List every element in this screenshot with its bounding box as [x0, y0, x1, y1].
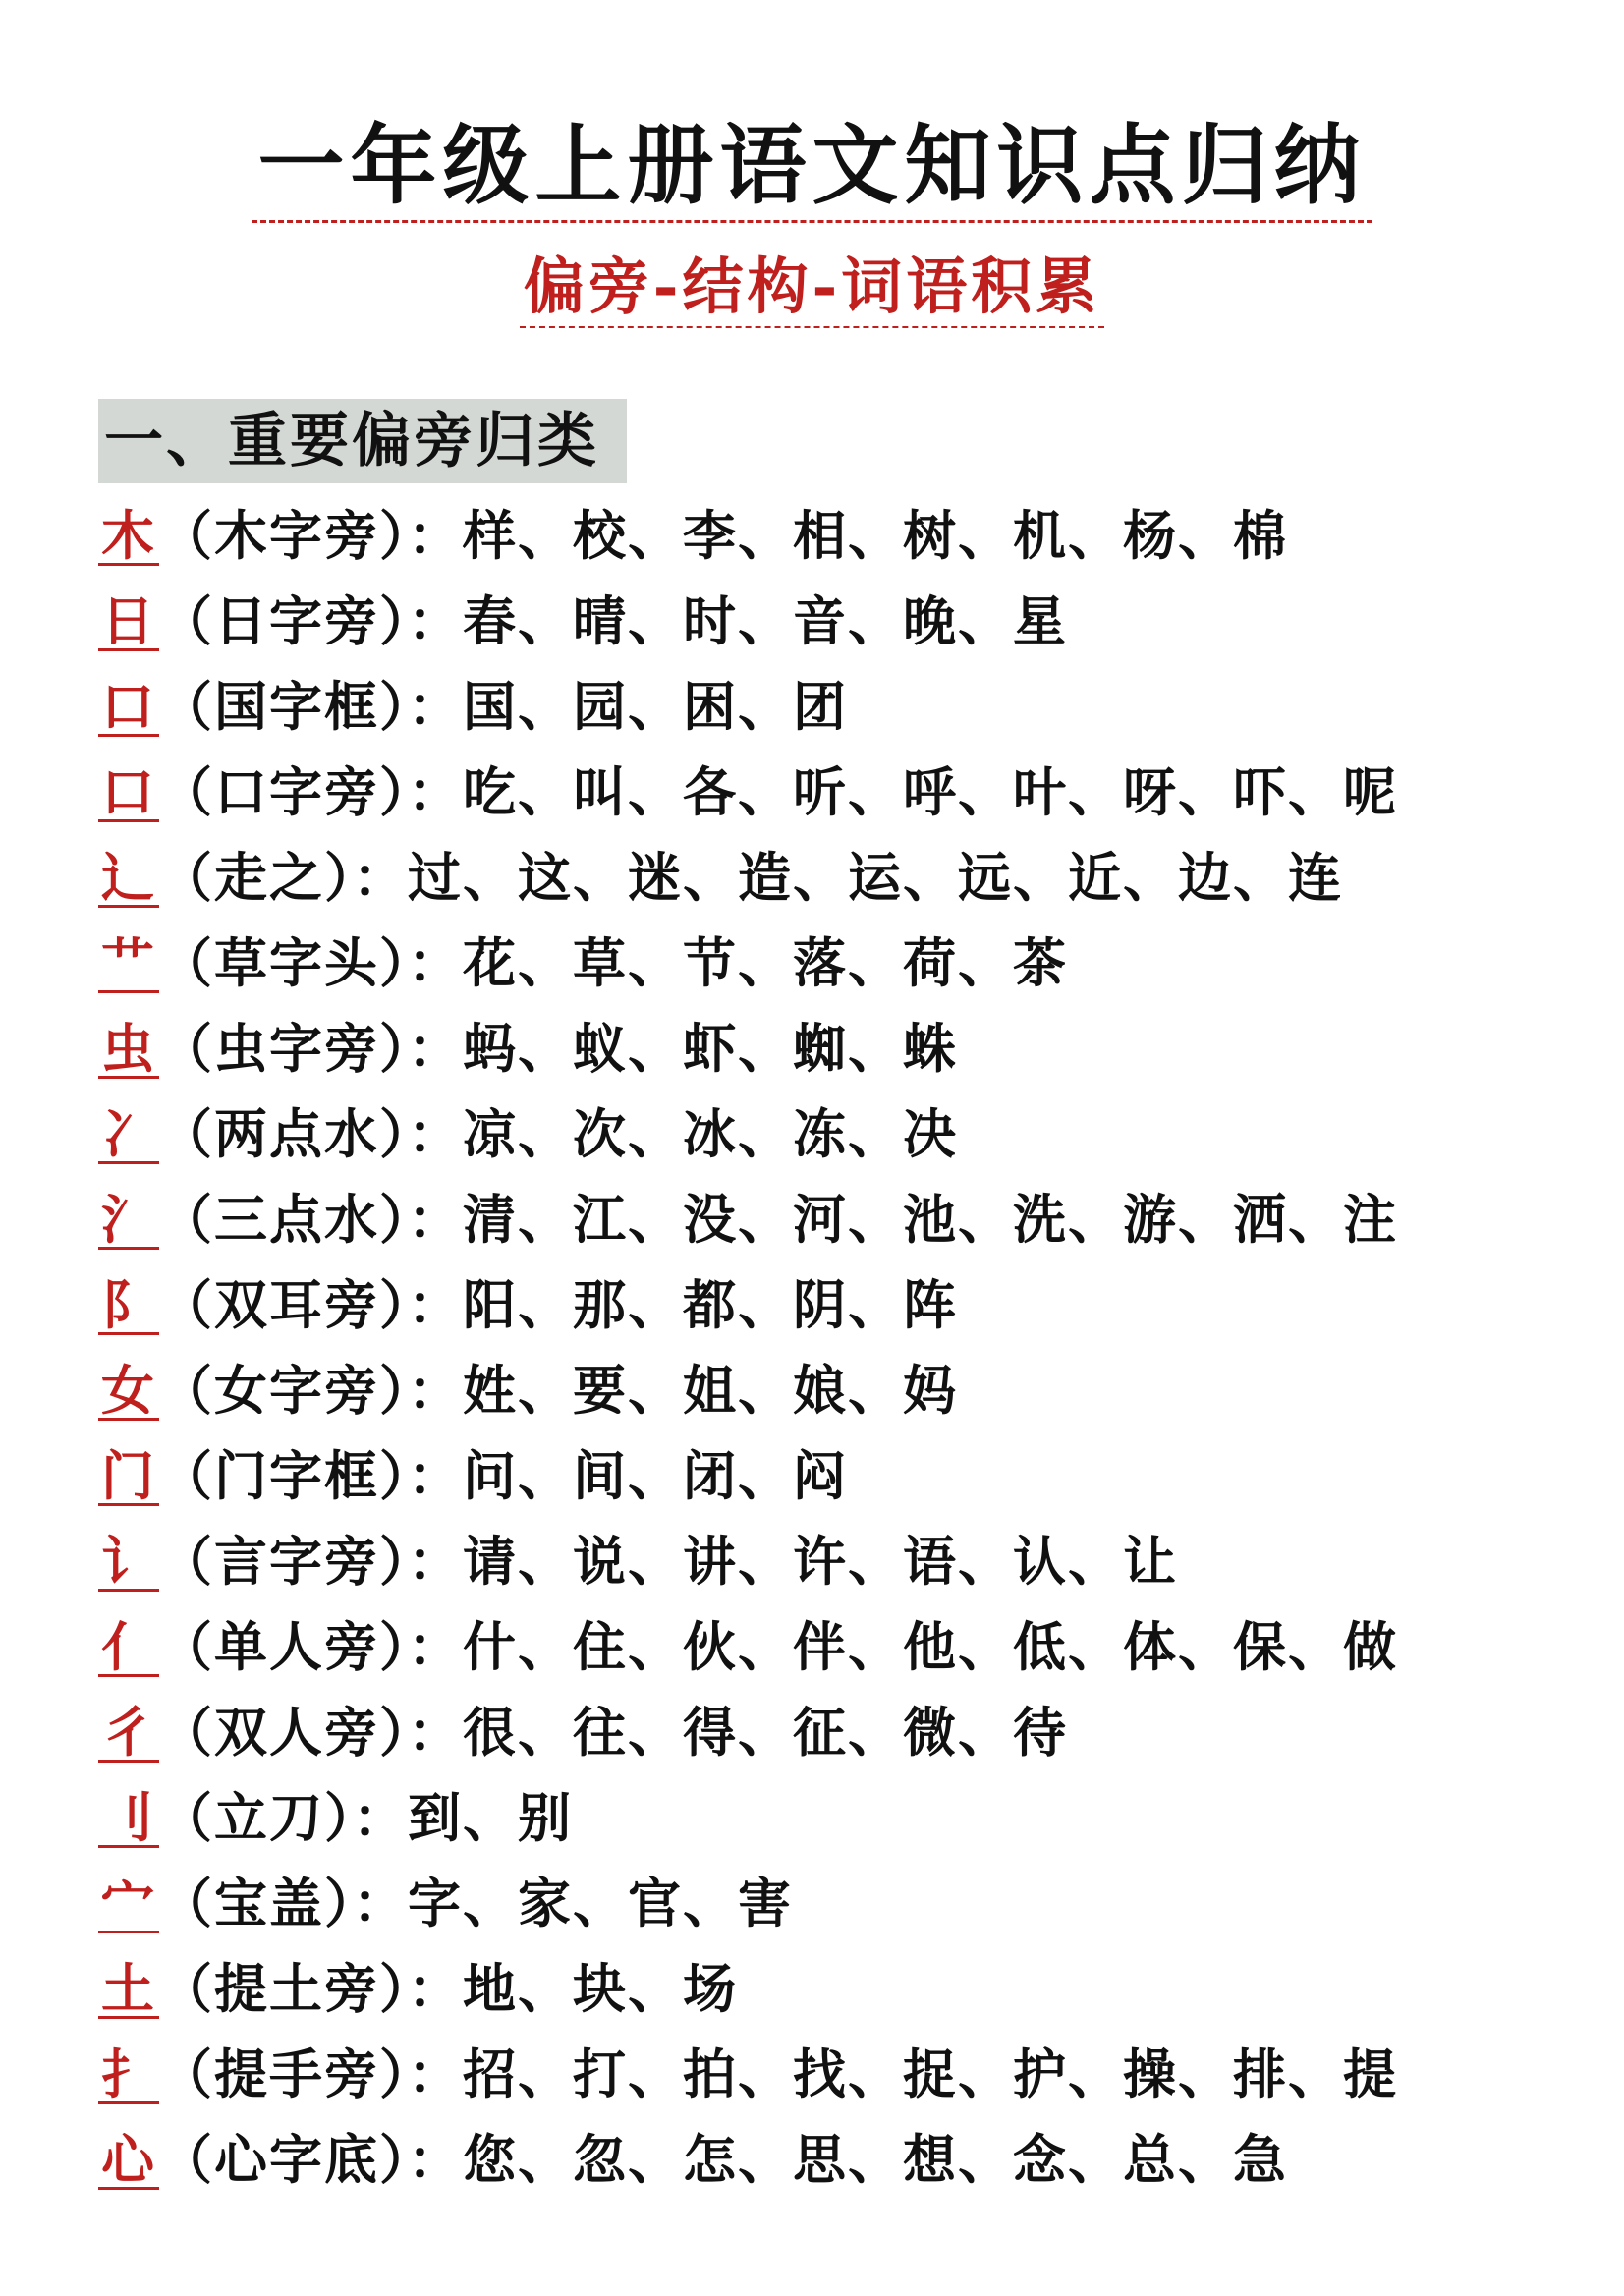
example-characters: 问、间、闭、闷: [463, 1444, 848, 1507]
document-title: [0, 110, 1624, 223]
radical-name: （木字旁）：: [159, 504, 463, 567]
radical-row: [98, 835, 1572, 921]
radical-row: [98, 750, 1572, 835]
example-characters: 国、园、困、团: [463, 675, 848, 738]
radical-row: [98, 664, 1572, 750]
radical-glyph: 门: [98, 1448, 159, 1506]
radical-glyph: 土: [98, 1961, 159, 2019]
example-characters: 什、住、伙、伴、他、低、体、保、做: [463, 1615, 1398, 1678]
example-characters: 吃、叫、各、听、呼、叶、呀、吓、呢: [463, 760, 1398, 823]
radical-name: （提土旁）：: [159, 1957, 463, 2020]
example-characters: 春、晴、时、音、晚、星: [463, 589, 1068, 652]
radical-name: （日字旁）：: [159, 589, 463, 652]
radical-glyph: 彳: [98, 1705, 159, 1763]
radical-name: （提手旁）：: [159, 2043, 463, 2105]
example-characters: 很、往、得、征、微、待: [463, 1701, 1068, 1764]
radical-glyph: 亻: [98, 1619, 159, 1677]
radical-row: [98, 1262, 1572, 1348]
radical-list: [98, 493, 1572, 2203]
radical-glyph: 艹: [98, 935, 159, 993]
example-characters: 清、江、没、河、池、洗、游、洒、注: [463, 1188, 1398, 1251]
radical-glyph: 阝: [98, 1277, 159, 1335]
radical-row: [98, 1861, 1572, 1946]
example-characters: 到、别: [408, 1786, 573, 1849]
radical-name: （言字旁）：: [159, 1530, 463, 1593]
radical-name: （双人旁）：: [159, 1701, 463, 1764]
radical-row: [98, 1519, 1572, 1604]
example-characters: 阳、那、都、阴、阵: [463, 1273, 958, 1336]
radical-row: [98, 1006, 1572, 1092]
radical-glyph: 女: [98, 1363, 159, 1421]
radical-row: [98, 1177, 1572, 1262]
radical-row: [98, 1775, 1572, 1861]
document-subtitle: [0, 248, 1624, 328]
radical-glyph: 日: [98, 593, 159, 651]
radical-row: [98, 921, 1572, 1006]
radical-name: （草字头）：: [159, 931, 463, 994]
example-characters: 招、打、拍、找、捉、护、操、排、提: [463, 2043, 1398, 2105]
radical-glyph: 刂: [98, 1790, 159, 1848]
radical-row: [98, 1433, 1572, 1519]
radical-glyph: 氵: [98, 1192, 159, 1250]
radical-glyph: 口: [98, 679, 159, 737]
radical-name: （双耳旁）：: [159, 1273, 463, 1336]
radical-name: （国字框）：: [159, 675, 463, 738]
example-characters: 样、校、李、相、树、机、杨、棉: [463, 504, 1288, 567]
radical-name: （心字底）：: [159, 2128, 463, 2191]
radical-name: （门字框）：: [159, 1444, 463, 1507]
example-characters: 您、忽、怎、思、想、念、总、急: [463, 2128, 1288, 2191]
radical-row: [98, 579, 1572, 664]
radical-glyph: 虫: [98, 1021, 159, 1079]
radical-row: [98, 1946, 1572, 2032]
example-characters: 过、这、迷、造、运、远、近、边、连: [408, 846, 1343, 909]
example-characters: 蚂、蚁、虾、蜘、蛛: [463, 1017, 958, 1080]
radical-row: [98, 2032, 1572, 2117]
radical-row: [98, 2117, 1572, 2203]
radical-name: （宝盖）：: [159, 1872, 408, 1934]
radical-name: （女字旁）：: [159, 1359, 463, 1422]
radical-glyph: 木: [98, 508, 159, 566]
radical-glyph: 辶: [98, 850, 159, 908]
document-subtitle-text: 偏旁-结构-词语积累: [520, 248, 1104, 328]
radical-name: （虫字旁）：: [159, 1017, 463, 1080]
radical-row: [98, 1690, 1572, 1775]
example-characters: 姓、要、姐、娘、妈: [463, 1359, 958, 1422]
radical-row: [98, 1348, 1572, 1433]
radical-row: [98, 1604, 1572, 1690]
radical-row: [98, 1092, 1572, 1177]
radical-glyph: 心: [98, 2132, 159, 2190]
radical-glyph: 口: [98, 764, 159, 822]
radical-name: （单人旁）：: [159, 1615, 463, 1678]
radical-glyph: 讠: [98, 1534, 159, 1592]
radical-name: （三点水）：: [159, 1188, 463, 1251]
example-characters: 请、说、讲、许、语、认、让: [463, 1530, 1178, 1593]
radical-name: （口字旁）：: [159, 760, 463, 823]
example-characters: 字、家、官、害: [408, 1872, 793, 1934]
radical-glyph: 冫: [98, 1106, 159, 1164]
example-characters: 花、草、节、落、荷、茶: [463, 931, 1068, 994]
radical-glyph: 宀: [98, 1876, 159, 1933]
radical-glyph: 扌: [98, 2046, 159, 2104]
radical-name: （走之）：: [159, 846, 408, 909]
radical-row: [98, 493, 1572, 579]
document-title-text: 一年级上册语文知识点归纳: [252, 110, 1372, 223]
example-characters: 地、块、场: [463, 1957, 738, 2020]
example-characters: 凉、次、冰、冻、决: [463, 1102, 958, 1165]
section-heading: 一、重要偏旁归类: [98, 399, 627, 483]
radical-name: （立刀）：: [159, 1786, 408, 1849]
radical-name: （两点水）：: [159, 1102, 463, 1165]
